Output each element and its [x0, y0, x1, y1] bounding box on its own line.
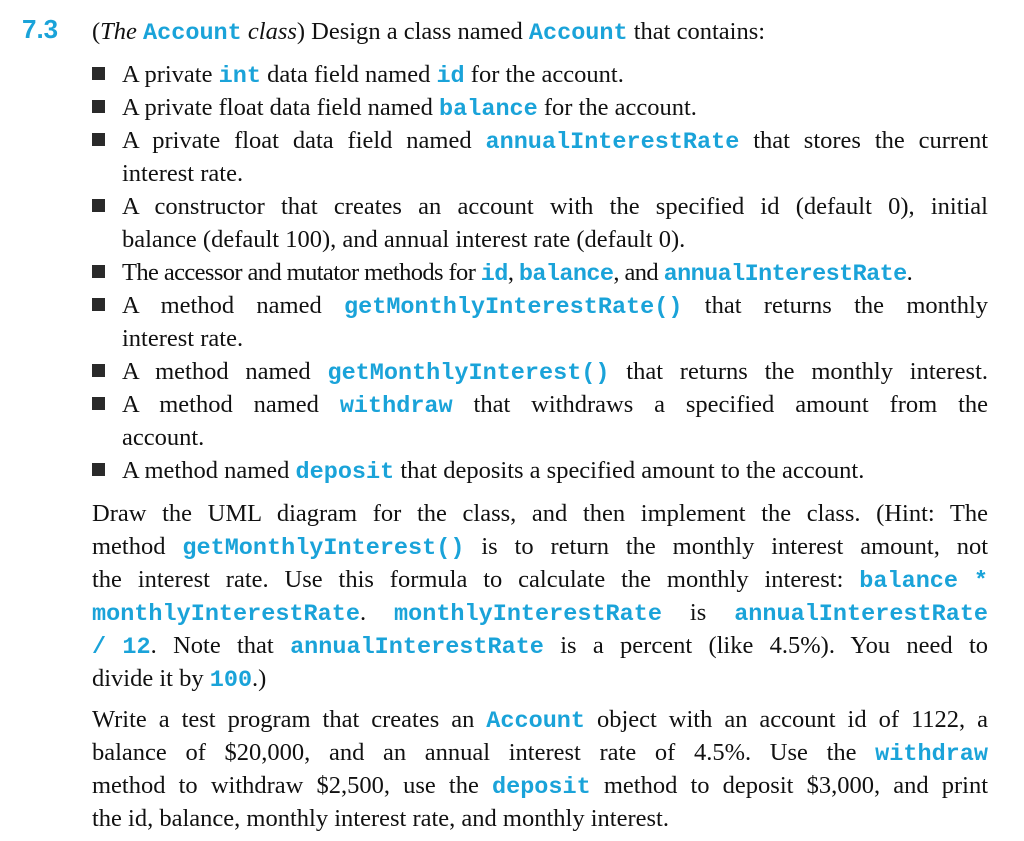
text-run: Write a test program that creates an: [92, 706, 475, 733]
paragraph-hint-line: [92, 563, 988, 598]
text-run: data field named: [267, 61, 431, 88]
list-item-continuation: interest rate.: [122, 325, 244, 352]
paragraph-test-line: [92, 736, 988, 771]
code-term: balance: [859, 568, 959, 595]
text-run: , and: [613, 259, 659, 286]
paragraph-hint-line: Draw the UML diagram for the class, and then implement the class. (Hint: The: [92, 500, 988, 527]
code-term: monthlyInterestRate: [394, 601, 662, 628]
text-run: that deposits a specified amount to the account.: [400, 457, 865, 484]
list-item: [122, 124, 988, 159]
text-run: that returns the monthly: [704, 292, 989, 319]
intro-the: The: [100, 18, 137, 45]
list-item-continuation: account.: [122, 424, 205, 451]
code-term: annualInterestRate: [734, 601, 989, 628]
code-term: annualInterestRate: [485, 129, 740, 156]
code-term: annualInterestRate: [663, 261, 907, 288]
code-term: monthlyInterestRate: [92, 601, 360, 628]
code-term: balance: [518, 261, 614, 288]
bullet-marker: [92, 199, 105, 212]
paragraph-hint-line: [92, 629, 988, 664]
text-run: for the account.: [543, 94, 697, 121]
intro-paren: (: [92, 18, 101, 45]
exercise-number: 7.3: [22, 14, 59, 44]
text-run: ,: [507, 259, 514, 286]
list-item: [122, 91, 697, 126]
code-term: /: [92, 634, 107, 661]
code-term: getMonthlyInterest(): [182, 535, 465, 562]
text-run: divide it by: [92, 665, 204, 692]
code-term: id: [436, 63, 465, 90]
list-item: A constructor that creates an account with the specified id (default 0), initial: [122, 193, 988, 220]
bullet-marker: [92, 67, 105, 80]
paragraph-hint-line: [92, 596, 988, 631]
text-run: A method named: [122, 292, 322, 319]
text-run: . Note that: [150, 632, 274, 659]
text-run: method to deposit $3,000, and print: [603, 772, 989, 799]
list-item: [122, 454, 864, 489]
intro-text: ) Design a class named: [296, 18, 523, 45]
text-run: method: [92, 533, 166, 560]
text-run: that returns the monthly interest.: [626, 358, 989, 385]
code-term: id: [480, 261, 508, 288]
bullet-marker: [92, 364, 105, 377]
list-item: [122, 58, 624, 93]
code-term: getMonthlyInterestRate(): [344, 294, 683, 321]
intro-code-account: Account: [143, 20, 242, 47]
text-run: The accessor and mutator methods for: [122, 259, 476, 286]
code-term: balance: [439, 96, 538, 123]
text-run: A method named: [122, 391, 319, 418]
list-item: [122, 289, 988, 324]
bullet-marker: [92, 298, 105, 311]
intro-class: class: [247, 18, 297, 45]
intro-end: that contains:: [633, 18, 766, 45]
bullet-marker: [92, 463, 105, 476]
paragraph-hint-line: [92, 530, 988, 565]
list-item-continuation: balance (default 100), and annual interest rate (default 0).: [122, 226, 686, 253]
code-term: int: [218, 63, 261, 90]
text-run: A method named: [122, 457, 290, 484]
text-run: .: [906, 259, 913, 286]
bullet-marker: [92, 397, 105, 410]
text-run: balance of $20,000, and an annual interest rate of 4.5%. Use the: [92, 739, 857, 766]
intro-line: [92, 15, 765, 50]
list-item: [122, 355, 988, 390]
text-run: method to withdraw $2,500, use the: [92, 772, 479, 799]
code-term: *: [973, 568, 989, 595]
code-term: Account: [486, 708, 586, 735]
text-run: A method named: [122, 358, 311, 385]
text-run: object with an account id of 1122, a: [596, 706, 989, 733]
text-run: is to return the monthly interest amount, not: [481, 533, 989, 560]
text-run: is a percent (like 4.5%). You need to: [560, 632, 989, 659]
bullet-marker: [92, 265, 105, 278]
code-term: deposit: [295, 459, 395, 486]
paragraph-test-line: the id, balance, monthly interest rate, and monthly interest.: [92, 805, 669, 832]
bullet-marker: [92, 100, 105, 113]
text-run: .): [252, 665, 267, 692]
code-term: deposit: [492, 774, 591, 801]
code-term: getMonthlyInterest(): [327, 360, 610, 387]
list-item-continuation: interest rate.: [122, 160, 244, 187]
code-term: withdraw: [875, 741, 988, 768]
text-run: A private: [122, 61, 213, 88]
text-run: the interest rate. Use this formula to calculate the monthly interest:: [92, 566, 844, 593]
code-term: 12: [122, 634, 151, 661]
code-term: 100: [209, 667, 253, 694]
code-term: withdraw: [339, 393, 453, 420]
text-run: is: [689, 599, 707, 626]
paragraph-test-line: [92, 769, 988, 804]
code-term: annualInterestRate: [290, 634, 544, 661]
text-run: A private float data field named: [122, 127, 472, 154]
list-item: [122, 388, 988, 423]
list-item: [122, 256, 912, 291]
text-run: .: [359, 599, 367, 626]
text-run: that stores the current: [753, 127, 989, 154]
bullet-marker: [92, 133, 105, 146]
paragraph-hint-line: [92, 662, 266, 697]
text-run: for the account.: [470, 61, 624, 88]
intro-code-account-2: Account: [528, 20, 628, 47]
text-run: that withdraws a specified amount from the: [473, 391, 989, 418]
text-run: A private float data field named: [122, 94, 433, 121]
paragraph-test-line: [92, 703, 988, 738]
